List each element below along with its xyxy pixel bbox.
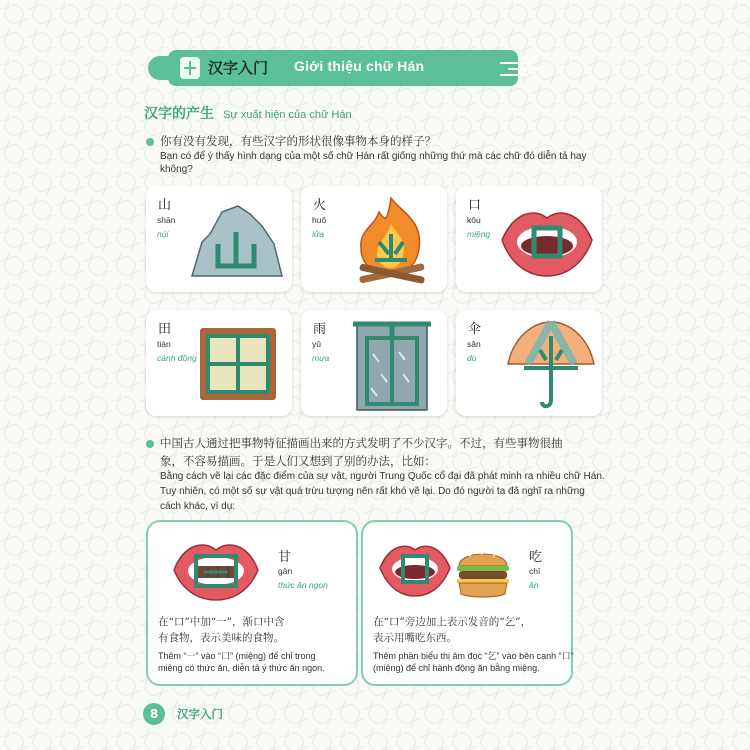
card-char: 火 — [313, 198, 327, 213]
example-pinyin: chī — [529, 566, 541, 576]
card-rain — [301, 310, 447, 416]
example-char: 甘 — [278, 550, 292, 565]
card-meaning: miệng — [467, 229, 491, 239]
card-mouth — [456, 186, 602, 292]
example-vi-line2: miệng có thức ăn, diễn tả ý thức ăn ngon. — [158, 663, 325, 673]
card-pinyin: huǒ — [312, 215, 327, 225]
card-char: 伞 — [468, 322, 482, 337]
section-title-zh: 汉字的产生 — [144, 106, 214, 122]
example-zh-line1: 在“口”旁边加上表示发音的“乞”， — [373, 616, 531, 628]
para2-vi-line2: Tuy nhiên, có một số sự vật quá trừu tượng nên rất khó vẽ lại. Do đó người ta đã nghĩ ra những — [160, 486, 585, 497]
para2-vi-line3: cách khác, ví dụ: — [160, 501, 236, 512]
para2-zh-line2: 象，不容易描画。于是人们又想到了别的办法，比如： — [160, 454, 436, 468]
example-zh-line2: 有食物，表示美味的食物。 — [158, 632, 284, 644]
umbrella-icon — [504, 316, 598, 412]
card-char: 雨 — [313, 322, 327, 337]
example-zh-line2: 表示用嘴吃东西。 — [373, 632, 457, 644]
page-number: 8 — [143, 703, 165, 725]
card-pinyin: tián — [157, 339, 171, 349]
mouth-food-icon — [170, 538, 262, 602]
header-title-zh: 汉字入门 — [208, 59, 269, 77]
card-umbrella — [456, 310, 602, 416]
intro-vi-line1: Bạn có để ý thấy hình dạng của một số chữ Hán rất giống những thứ mà các chữ đó diễn tả hay — [160, 151, 587, 162]
example-meaning: thức ăn ngon — [278, 580, 328, 590]
rain-window-icon — [351, 314, 443, 412]
field-icon — [196, 324, 280, 404]
burger-icon — [455, 542, 511, 598]
card-mountain — [146, 186, 292, 292]
card-char: 口 — [468, 198, 482, 213]
mountain-icon — [188, 204, 284, 278]
header-banner — [148, 50, 528, 86]
para2-zh-line1: 中国古人通过把事物特征描画出来的方式发明了不少汉字。不过，有些事物很抽 — [160, 436, 563, 450]
para2-vi-line1: Bằng cách vẽ lại các đặc điểm của sự vật, người Trung Quốc cổ đại đã phát minh ra nhiều chữ Hán. — [160, 471, 605, 482]
fire-icon — [345, 194, 437, 286]
example-box-gan — [146, 520, 358, 686]
example-char: 吃 — [529, 550, 543, 565]
card-pinyin: sǎn — [467, 339, 481, 349]
card-pinyin: kǒu — [467, 215, 481, 225]
card-char: 山 — [158, 198, 172, 213]
mouth-icon — [498, 204, 596, 280]
bullet-dot — [146, 138, 154, 146]
card-meaning: cánh đồng — [157, 353, 197, 363]
example-pinyin: gān — [278, 566, 293, 576]
example-vi-line1: Thêm phần biểu thị âm đọc “乞” vào bên cạnh “口” — [373, 651, 574, 661]
card-meaning: núi — [157, 229, 169, 239]
example-zh-line1: 在“口”中加“一”，渐口中含 — [158, 616, 285, 628]
card-meaning: lửa — [312, 229, 325, 239]
intro-vi-line2: không? — [160, 164, 193, 175]
leaf-icon — [178, 54, 204, 82]
section-title — [144, 103, 352, 123]
section-title-vi: Sự xuất hiện của chữ Hán — [223, 109, 352, 121]
card-char: 田 — [158, 322, 172, 337]
mouth-icon — [377, 540, 453, 598]
card-meaning: mưa — [312, 353, 330, 363]
example-box-chi — [361, 520, 573, 686]
header-title-vi: Giới thiệu chữ Hán — [294, 58, 425, 74]
card-pinyin: yǔ — [312, 339, 321, 349]
example-vi-line1: Thêm “一” vào “口” (miệng) để chỉ trong — [158, 651, 316, 661]
card-fire — [301, 186, 447, 292]
example-meaning: ăn — [529, 580, 539, 590]
bullet-dot — [146, 440, 154, 448]
example-vi-line2: (miệng) để chỉ hành động ăn bằng miệng. — [373, 663, 540, 673]
footer-label: 汉字入门 — [177, 707, 223, 721]
intro-zh: 你有没有发现，有些汉字的形状很像事物本身的样子？ — [160, 134, 436, 148]
page — [116, 40, 636, 730]
banner-lines-decoration — [500, 58, 540, 80]
card-pinyin: shān — [157, 215, 176, 225]
card-field — [146, 310, 292, 416]
card-meaning: dù — [467, 353, 477, 363]
